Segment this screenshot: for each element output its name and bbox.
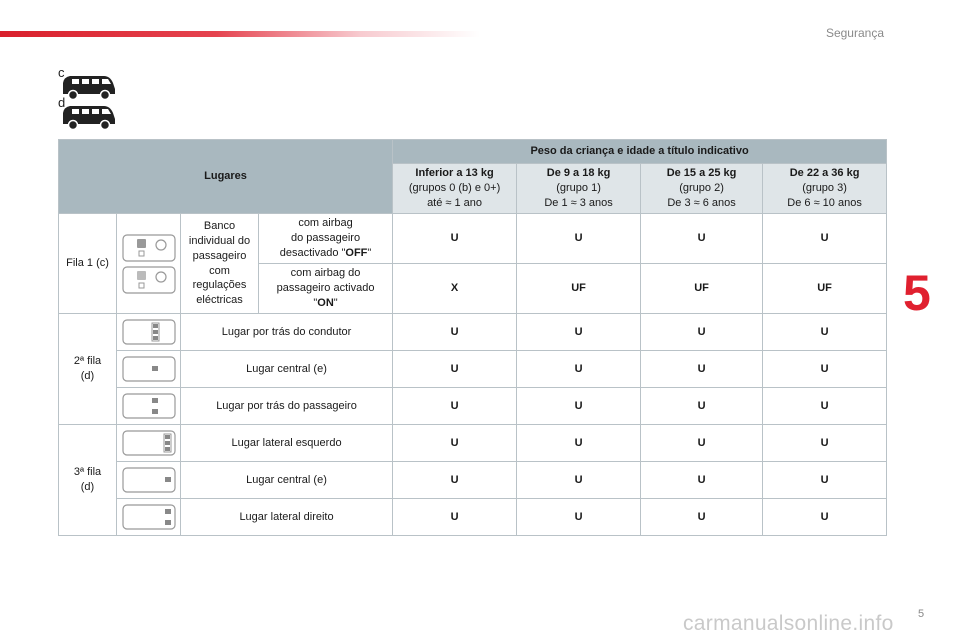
airbag-on-description: com airbag do passageiro activado "ON"	[259, 264, 393, 314]
van-side-icon	[60, 101, 116, 131]
table-cell: U	[641, 214, 763, 264]
table-cell: U	[517, 388, 641, 425]
table-cell: UF	[763, 264, 887, 314]
table-row	[59, 351, 887, 388]
seat-name: Lugar lateral esquerdo	[181, 425, 393, 462]
table-row	[59, 314, 887, 351]
seat-position-icon	[117, 499, 181, 536]
vehicle-letter: c	[58, 65, 65, 80]
seat-position-icon	[117, 314, 181, 351]
table-cell: U	[763, 214, 887, 264]
table-cell: U	[641, 351, 763, 388]
table-cell: U	[763, 388, 887, 425]
chapter-number: 5	[903, 265, 931, 321]
table-cell: U	[517, 351, 641, 388]
table-cell: U	[641, 462, 763, 499]
table-cell: U	[393, 425, 517, 462]
table-row	[59, 499, 887, 536]
seat-name: Lugar por trás do passageiro	[181, 388, 393, 425]
table-cell: U	[763, 314, 887, 351]
table-cell: U	[393, 314, 517, 351]
vehicle-d	[58, 96, 116, 130]
places-header: Lugares	[59, 140, 393, 214]
table-cell: U	[763, 425, 887, 462]
table-cell: U	[517, 499, 641, 536]
table-row	[59, 214, 887, 264]
table-row	[59, 425, 887, 462]
seat-position-icon	[117, 388, 181, 425]
weight-header: Peso da criança e idade a título indicativo	[393, 140, 887, 164]
table-cell: U	[393, 351, 517, 388]
vehicle-letter: d	[58, 95, 66, 110]
watermark: carmanualsonline.info	[683, 612, 894, 635]
table-cell: X	[393, 264, 517, 314]
column-header-1: Inferior a 13 kg (grupos 0 (b) e 0+) até ≈ 1 ano	[393, 164, 517, 214]
table-cell: U	[641, 499, 763, 536]
seat-position-icon	[117, 462, 181, 499]
row-label: 3ª fila (d)	[59, 425, 117, 536]
table-cell: U	[393, 214, 517, 264]
table-cell: U	[517, 462, 641, 499]
table-cell: UF	[641, 264, 763, 314]
seat-name: Lugar central (e)	[181, 351, 393, 388]
header-stripe	[0, 31, 480, 37]
table-cell: U	[641, 425, 763, 462]
row-label: 2ª fila (d)	[59, 314, 117, 425]
column-header-2: De 9 a 18 kg (grupo 1) De 1 ≈ 3 anos	[517, 164, 641, 214]
table-cell: U	[517, 425, 641, 462]
table-cell: U	[641, 388, 763, 425]
table-cell: U	[393, 499, 517, 536]
seat-name: Lugar central (e)	[181, 462, 393, 499]
seat-description: Banco individual do passageiro com regulações eléctricas	[181, 214, 259, 314]
child-seat-table	[58, 139, 887, 536]
table-cell: U	[763, 351, 887, 388]
table-row	[59, 388, 887, 425]
table-cell: U	[393, 462, 517, 499]
column-header-4: De 22 a 36 kg (grupo 3) De 6 ≈ 10 anos	[763, 164, 887, 214]
seat-name: Lugar por trás do condutor	[181, 314, 393, 351]
front-seat-icon	[117, 214, 181, 314]
table-cell: U	[763, 462, 887, 499]
seat-position-icon	[117, 425, 181, 462]
table-cell: U	[517, 314, 641, 351]
table-cell: U	[641, 314, 763, 351]
table-cell: U	[763, 499, 887, 536]
airbag-off-description: com airbag do passageiro desactivado "OFF"	[259, 214, 393, 264]
seat-name: Lugar lateral direito	[181, 499, 393, 536]
table-cell: UF	[517, 264, 641, 314]
section-title: Segurança	[825, 26, 884, 40]
column-header-3: De 15 a 25 kg (grupo 2) De 3 ≈ 6 anos	[641, 164, 763, 214]
table-cell: U	[517, 214, 641, 264]
row-label: Fila 1 (c)	[59, 214, 117, 314]
seat-position-icon	[117, 351, 181, 388]
page-number: 5	[918, 608, 925, 620]
table-cell: U	[393, 388, 517, 425]
vehicle-c	[58, 66, 116, 100]
table-row	[59, 462, 887, 499]
